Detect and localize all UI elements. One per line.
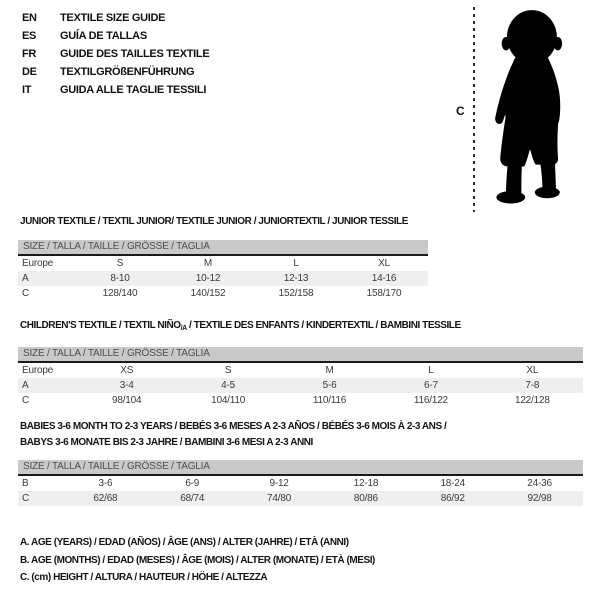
column-header: S [224, 365, 232, 376]
language-title: TEXTILGRÖßENFÜHRUNG [60, 66, 195, 78]
section-title-junior: JUNIOR TEXTILE / TEXTIL JUNIOR/ TEXTILE JUNIOR / JUNIORTEXTIL / JUNIOR TESSILE [20, 216, 408, 227]
language-row-de [22, 63, 209, 81]
table-cell: 98/104 [112, 395, 142, 406]
legend-notes [20, 534, 375, 587]
section-title-children [20, 320, 461, 332]
table-cell: 152/158 [278, 288, 314, 299]
language-title: GUIDE DES TAILLES TEXTILE [60, 48, 210, 60]
note-age-years: A. AGE (YEARS) / EDAD (AÑOS) / ÂGE (ANS) / ALTER (JAHRE) / ETÀ (ANNI) [20, 537, 349, 548]
table-row-age [18, 378, 583, 393]
column-header: XS [120, 365, 134, 376]
table-cell: 104/110 [211, 395, 246, 406]
language-row-en [22, 9, 209, 27]
table-row-columns [18, 363, 583, 378]
row-label: B [22, 478, 29, 489]
height-marker-label: C [456, 104, 465, 118]
row-label: C [22, 288, 30, 299]
column-header: M [325, 365, 334, 376]
table-cell: 80/86 [353, 493, 378, 504]
size-header-bar: SIZE / TALLA / TAILLE / GRÖSSE / TAGLIA [18, 460, 583, 476]
table-row-age [18, 271, 428, 286]
row-label: A [22, 380, 29, 391]
table-cell: 62/68 [93, 493, 118, 504]
table-row-height [18, 286, 428, 301]
column-header: XL [526, 365, 539, 376]
row-label: C [22, 395, 30, 406]
note-height-cm: C. (cm) HEIGHT / ALTURA / HAUTEUR / HÖHE / ALTEZZA [20, 572, 268, 583]
babies-size-table [18, 460, 583, 506]
table-cell: 6-9 [185, 478, 200, 489]
title-text: CHILDREN'S TEXTILE / TEXTIL NIÑO [20, 320, 181, 331]
table-cell: 5-6 [322, 380, 337, 391]
table-cell: 68/74 [180, 493, 205, 504]
language-code: ES [22, 30, 37, 42]
table-cell: 140/152 [190, 288, 226, 299]
title-text: / TEXTILE DES ENFANTS / KINDERTEXTIL / BAMBINI TESSILE [186, 320, 461, 331]
language-title: GUÍA DE TALLAS [60, 30, 147, 42]
table-cell: 14-16 [371, 273, 397, 284]
table-cell: 9-12 [269, 478, 289, 489]
size-header-bar: SIZE / TALLA / TAILLE / GRÖSSE / TAGLIA [18, 240, 428, 256]
table-cell: 24-36 [527, 478, 552, 489]
table-cell: 122/128 [514, 395, 550, 406]
size-header-bar: SIZE / TALLA / TAILLE / GRÖSSE / TAGLIA [18, 347, 583, 363]
table-cell: 18-24 [440, 478, 466, 489]
table-cell: 74/80 [267, 493, 292, 504]
table-cell: 6-7 [423, 380, 438, 391]
language-code: EN [22, 12, 37, 24]
table-row-height [18, 491, 583, 506]
height-reference-line [473, 7, 475, 212]
table-row-age-months [18, 476, 583, 491]
language-title: TEXTILE SIZE GUIDE [60, 12, 166, 24]
title-subscript: /A [180, 325, 187, 332]
table-cell: 116/122 [413, 395, 448, 406]
section-title-babies-line1: BABIES 3-6 MONTH TO 2-3 YEARS / BEBÉS 3-6 MESES A 2-3 AÑOS / BÉBÉS 3-6 MOIS À 2-3 ANS / [20, 421, 447, 432]
column-header: XL [378, 258, 390, 269]
table-cell: 92/98 [527, 493, 552, 504]
language-row-it [22, 81, 209, 99]
table-cell: 8-10 [110, 273, 130, 284]
table-cell: 12-18 [353, 478, 379, 489]
table-row-height [18, 393, 583, 408]
column-header: Europe [22, 365, 54, 376]
table-cell: 12-13 [283, 273, 309, 284]
language-row-es [22, 27, 209, 45]
children-size-table [18, 347, 583, 408]
column-header: Europe [22, 258, 54, 269]
language-code: IT [22, 84, 32, 96]
language-row-fr [22, 45, 209, 63]
language-code: FR [22, 48, 37, 60]
row-label: A [22, 273, 29, 284]
column-header: S [116, 258, 124, 269]
row-label: C [22, 493, 30, 504]
table-cell: 86/92 [440, 493, 465, 504]
language-title: GUIDA ALLE TAGLIE TESSILI [60, 84, 207, 96]
note-age-months: B. AGE (MONTHS) / EDAD (MESES) / ÂGE (MOIS) / ALTER (MONATE) / ETÀ (MESI) [20, 554, 375, 566]
table-cell: 7-8 [525, 380, 540, 391]
language-list [22, 9, 209, 99]
column-header: L [428, 365, 434, 376]
baby-silhouette-icon [482, 6, 578, 210]
table-cell: 10-12 [195, 273, 221, 284]
table-cell: 3-6 [98, 478, 113, 489]
language-code: DE [22, 66, 37, 78]
table-cell: 3-4 [119, 380, 134, 391]
table-cell: 110/116 [312, 395, 347, 406]
column-header: L [293, 258, 299, 269]
section-title-babies-line2: BABYS 3-6 MONATE BIS 2-3 JAHRE / BAMBINI 3-6 MESI A 2-3 ANNI [20, 437, 313, 448]
junior-size-table [18, 240, 428, 301]
table-cell: 158/170 [366, 288, 402, 299]
table-cell: 128/140 [102, 288, 138, 299]
column-header: M [203, 258, 213, 269]
table-row-columns [18, 256, 428, 271]
table-cell: 4-5 [221, 380, 236, 391]
